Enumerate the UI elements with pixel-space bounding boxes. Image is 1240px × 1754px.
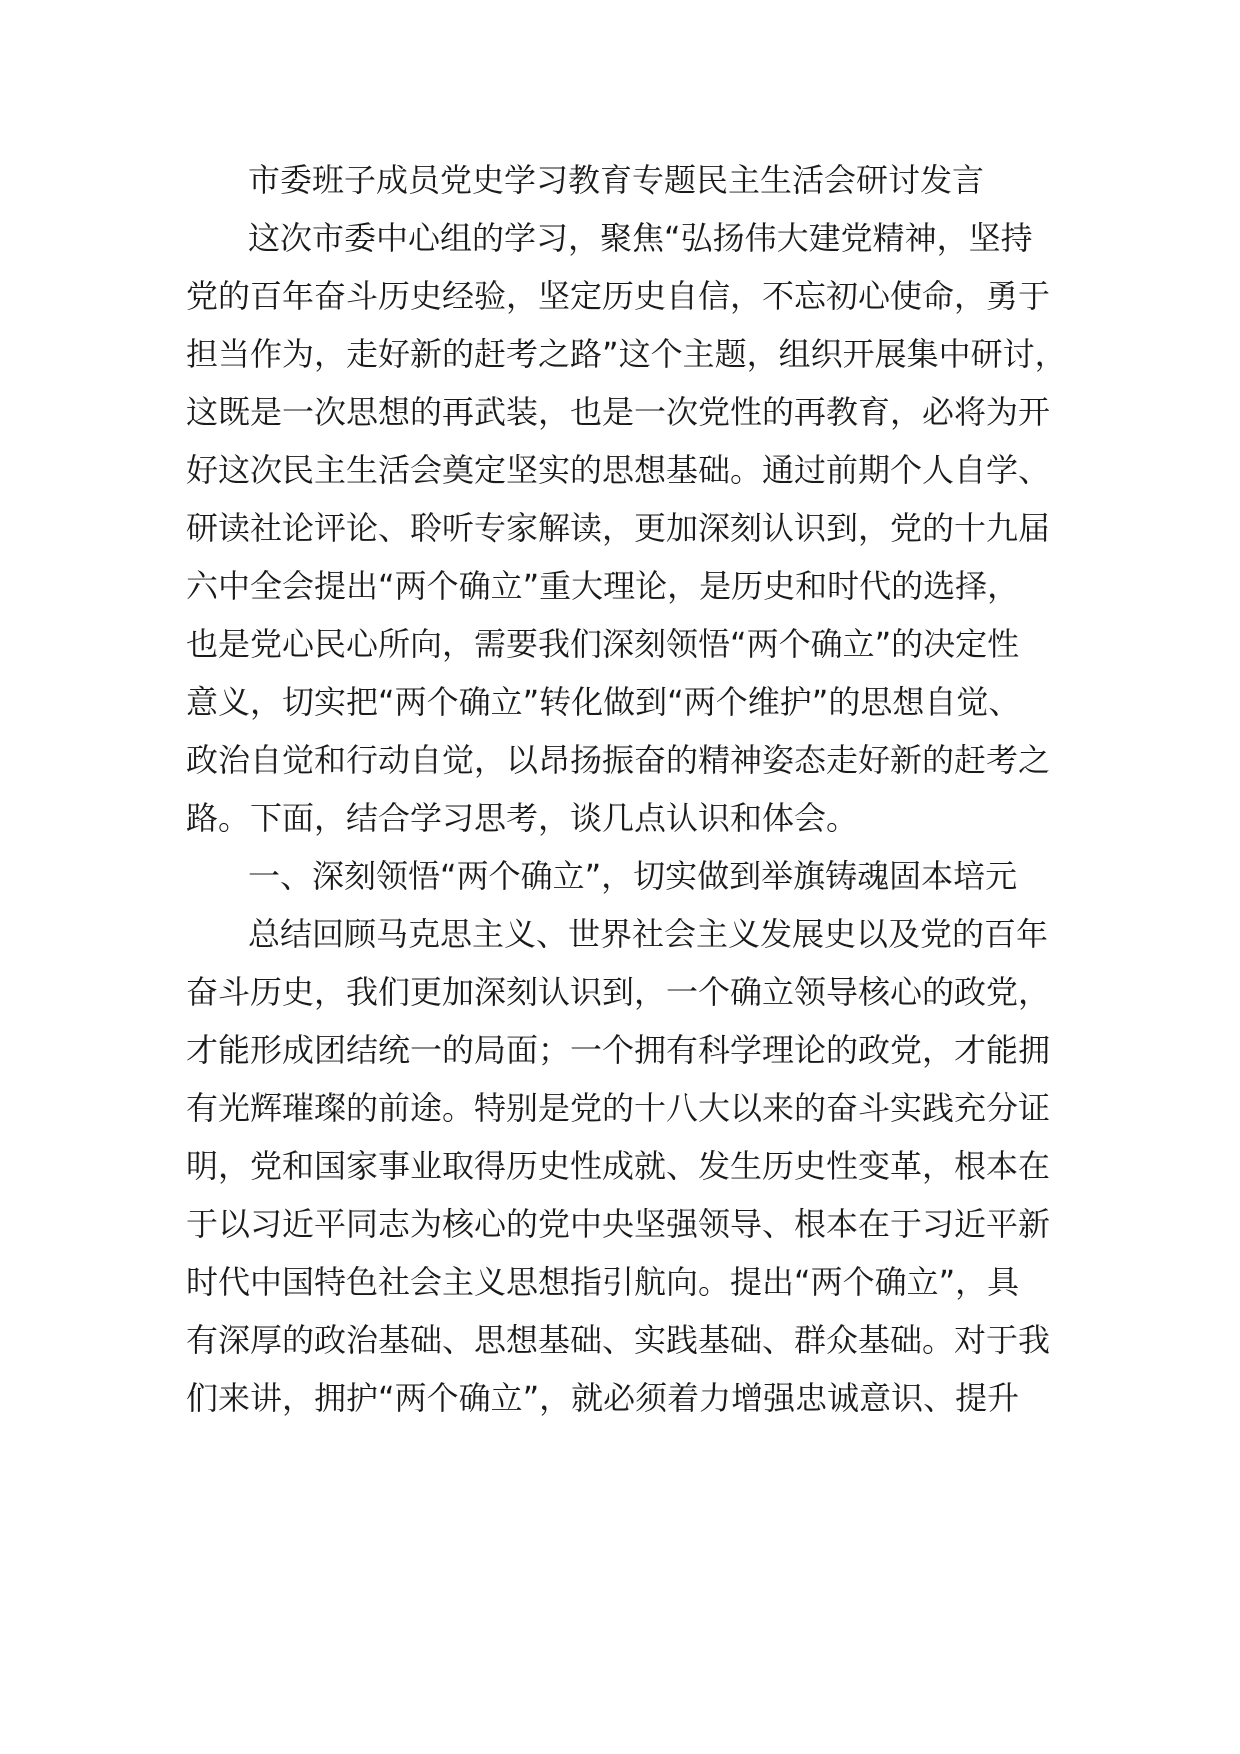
paragraph-line: 也是党心民心所向，需要我们深刻领悟“两个确立”的决定性 — [186, 625, 1020, 663]
paragraph-line: 时代中国特色社会主义思想指引航向。提出“两个确立”，具 — [186, 1263, 1020, 1301]
paragraph-line: 有深厚的政治基础、思想基础、实践基础、群众基础。对于我 — [186, 1321, 1051, 1359]
document-title: 市委班子成员党史学习教育专题民主生活会研讨发言 — [248, 161, 985, 199]
paragraph-line: 好这次民主生活会奠定坚实的思想基础。通过前期个人自学、 — [186, 451, 1051, 489]
paragraph-line: 有光辉璀璨的前途。特别是党的十八大以来的奋斗实践充分证 — [186, 1089, 1051, 1127]
paragraph-line: 才能形成团结统一的局面；一个拥有科学理论的政党，才能拥 — [186, 1031, 1051, 1069]
paragraph-line: 明，党和国家事业取得历史性成就、发生历史性变革，根本在 — [186, 1147, 1051, 1185]
paragraph-line: 于以习近平同志为核心的党中央坚强领导、根本在于习近平新 — [186, 1205, 1051, 1243]
paragraph-line: 奋斗历史，我们更加深刻认识到，一个确立领导核心的政党， — [186, 973, 1051, 1011]
paragraph-line: 这次市委中心组的学习，聚焦“弘扬伟大建党精神，坚持 — [248, 219, 1033, 257]
paragraph-line: 政治自觉和行动自觉，以昂扬振奋的精神姿态走好新的赶考之 — [186, 741, 1051, 779]
paragraph-line: 路。下面，结合学习思考，谈几点认识和体会。 — [186, 799, 859, 837]
paragraph-line: 总结回顾马克思主义、世界社会主义发展史以及党的百年 — [248, 915, 1049, 953]
paragraph-line: 意义，切实把“两个确立”转化做到“两个维护”的思想自觉、 — [186, 683, 1021, 721]
paragraph-line: 担当作为，走好新的赶考之路”这个主题，组织开展集中研讨， — [186, 335, 1067, 373]
paragraph-line: 研读社论评论、聆听专家解读，更加深刻认识到，党的十九届 — [186, 509, 1051, 547]
paragraph-line: 六中全会提出“两个确立”重大理论，是历史和时代的选择， — [186, 567, 1020, 605]
paragraph-line: 这既是一次思想的再武装，也是一次党性的再教育，必将为开 — [186, 393, 1051, 431]
paragraph-line: 们来讲，拥护“两个确立”，就必须着力增强忠诚意识、提升 — [186, 1379, 1020, 1417]
paragraph-line: 党的百年奋斗历史经验，坚定历史自信，不忘初心使命，勇于 — [186, 277, 1051, 315]
section-heading: 一、深刻领悟“两个确立”，切实做到举旗铸魂固本培元 — [248, 857, 1018, 895]
